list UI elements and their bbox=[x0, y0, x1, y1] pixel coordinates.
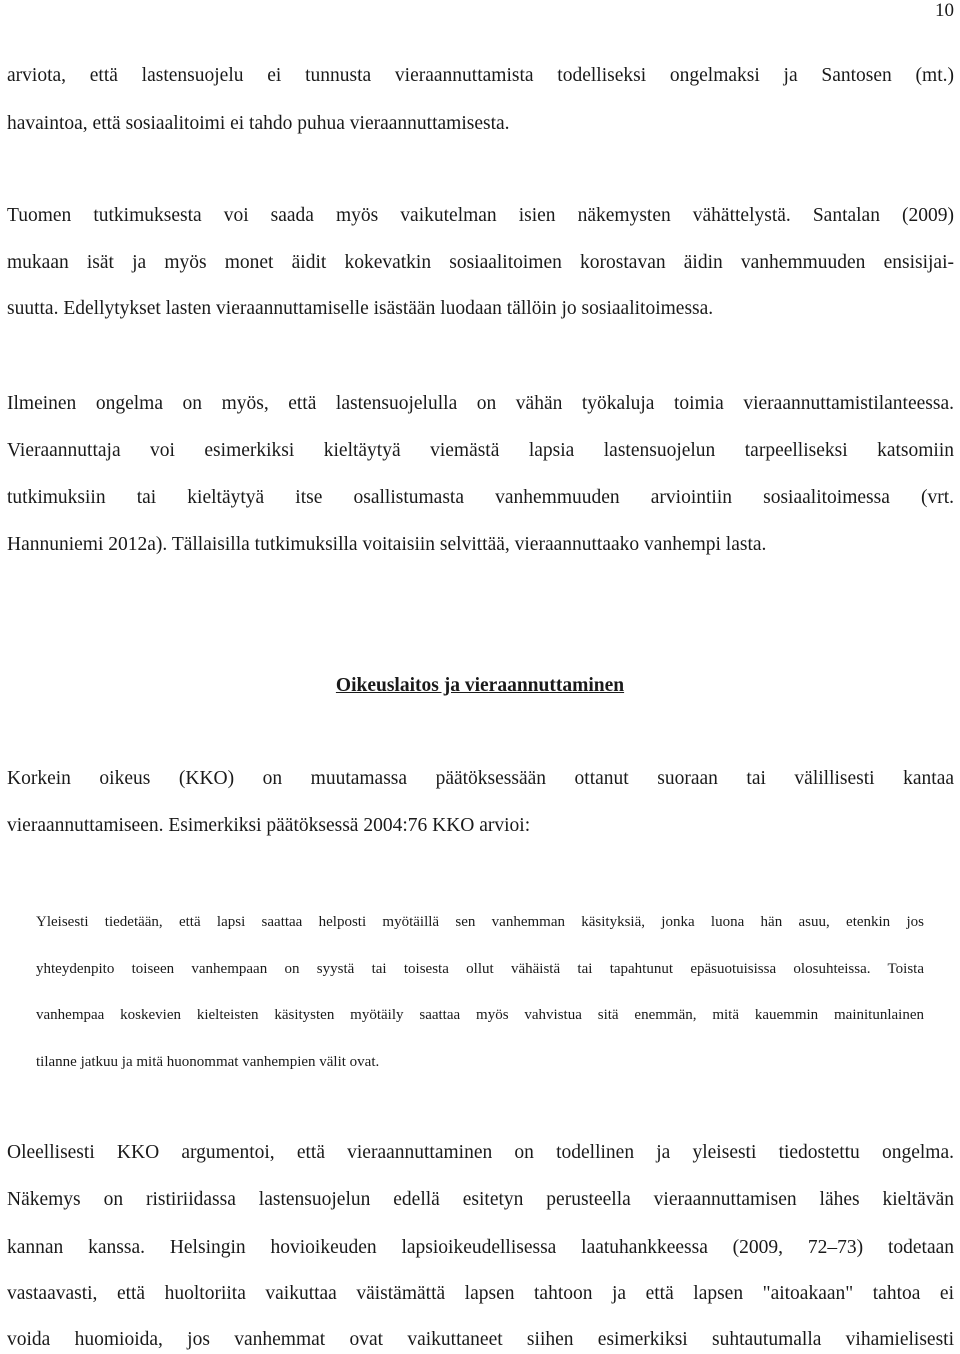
paragraph-line: vieraannuttamiseen. Esimerkiksi päätöksessä 2004:76 KKO arvioi: bbox=[7, 815, 531, 836]
paragraph-line: Hannuniemi 2012a). Tällaisilla tutkimuksilla voitaisiin selvittää, vieraannuttaako vanhempi lasta. bbox=[7, 534, 767, 555]
quote-line: vanhempaa koskevien kielteisten käsitysten myötäily saattaa myös vahvistua sitä enemmän, mitä kauemmin mainitunlainen bbox=[36, 1007, 924, 1023]
paragraph-line: mukaan isät ja myös monet äidit kokevatkin sosiaalitoimen korostavan äidin vanhemmuuden ensisijai- bbox=[7, 252, 954, 273]
paragraph-line: suutta. Edellytykset lasten vieraannuttamiselle isästään luodaan tällöin jo sosiaalitoimessa. bbox=[7, 298, 714, 319]
paragraph-line: Tuomen tutkimuksesta voi saada myös vaikutelman isien näkemysten vähättelystä. Santalan (2009) bbox=[7, 205, 954, 226]
paragraph-line: Ilmeinen ongelma on myös, että lastensuojelulla on vähän työkaluja toimia vieraannuttamistilanteessa. bbox=[7, 393, 954, 414]
paragraph-line: tutkimuksiin tai kieltäytyä itse osallistumasta vanhemmuuden arviointiin sosiaalitoimessa (vrt. bbox=[7, 487, 954, 508]
paragraph-line: havaintoa, että sosiaalitoimi ei tahdo puhua vieraannuttamisesta. bbox=[7, 113, 510, 134]
quote-line: Yleisesti tiedetään, että lapsi saattaa helposti myötäillä sen vanhemman käsityksiä, jonka luona hän asuu, etenkin jos bbox=[36, 914, 924, 930]
paragraph-line: Korkein oikeus (KKO) on muutamassa päätöksessään ottanut suoraan tai välillisesti kantaa bbox=[7, 768, 954, 789]
paragraph-line: arviota, että lastensuojelu ei tunnusta vieraannuttamista todelliseksi ongelmaksi ja Santosen (mt.) bbox=[7, 65, 954, 86]
page-number: 10 bbox=[935, 0, 954, 21]
paragraph-line: vastaavasti, että huoltoriita vaikuttaa väistämättä lapsen tahtoon ja että lapsen "aitoakaan" tahtoa ei bbox=[7, 1283, 954, 1304]
paragraph-line: Näkemys on ristiriidassa lastensuojelun edellä esitetyn perusteella vieraannuttamisen lähes kieltävän bbox=[7, 1189, 954, 1210]
paragraph-line: kannan kanssa. Helsingin hovioikeuden lapsioikeudellisessa laatuhankkeessa (2009, 72–73) todetaan bbox=[7, 1237, 954, 1258]
section-heading: Oikeuslaitos ja vieraannuttaminen bbox=[335, 675, 625, 696]
quote-line: yhteydenpito toiseen vanhempaan on syystä tai toisesta ollut vähäistä tai tapahtunut epäsuotuisissa olosuhteissa. Toista bbox=[36, 961, 924, 977]
paragraph-line: Oleellisesti KKO argumentoi, että vieraannuttaminen on todellinen ja yleisesti tiedostettu ongelma. bbox=[7, 1142, 954, 1163]
quote-line: tilanne jatkuu ja mitä huonommat vanhempien välit ovat. bbox=[36, 1054, 380, 1070]
paragraph-line: Vieraannuttaja voi esimerkiksi kieltäytyä viemästä lapsia lastensuojelun tarpeelliseksi katsomiin bbox=[7, 440, 954, 461]
paragraph-line: voida huomioida, jos vanhemmat ovat vaikuttaneet siihen esimerkiksi suhtautumalla vihamielisesti bbox=[7, 1329, 954, 1350]
